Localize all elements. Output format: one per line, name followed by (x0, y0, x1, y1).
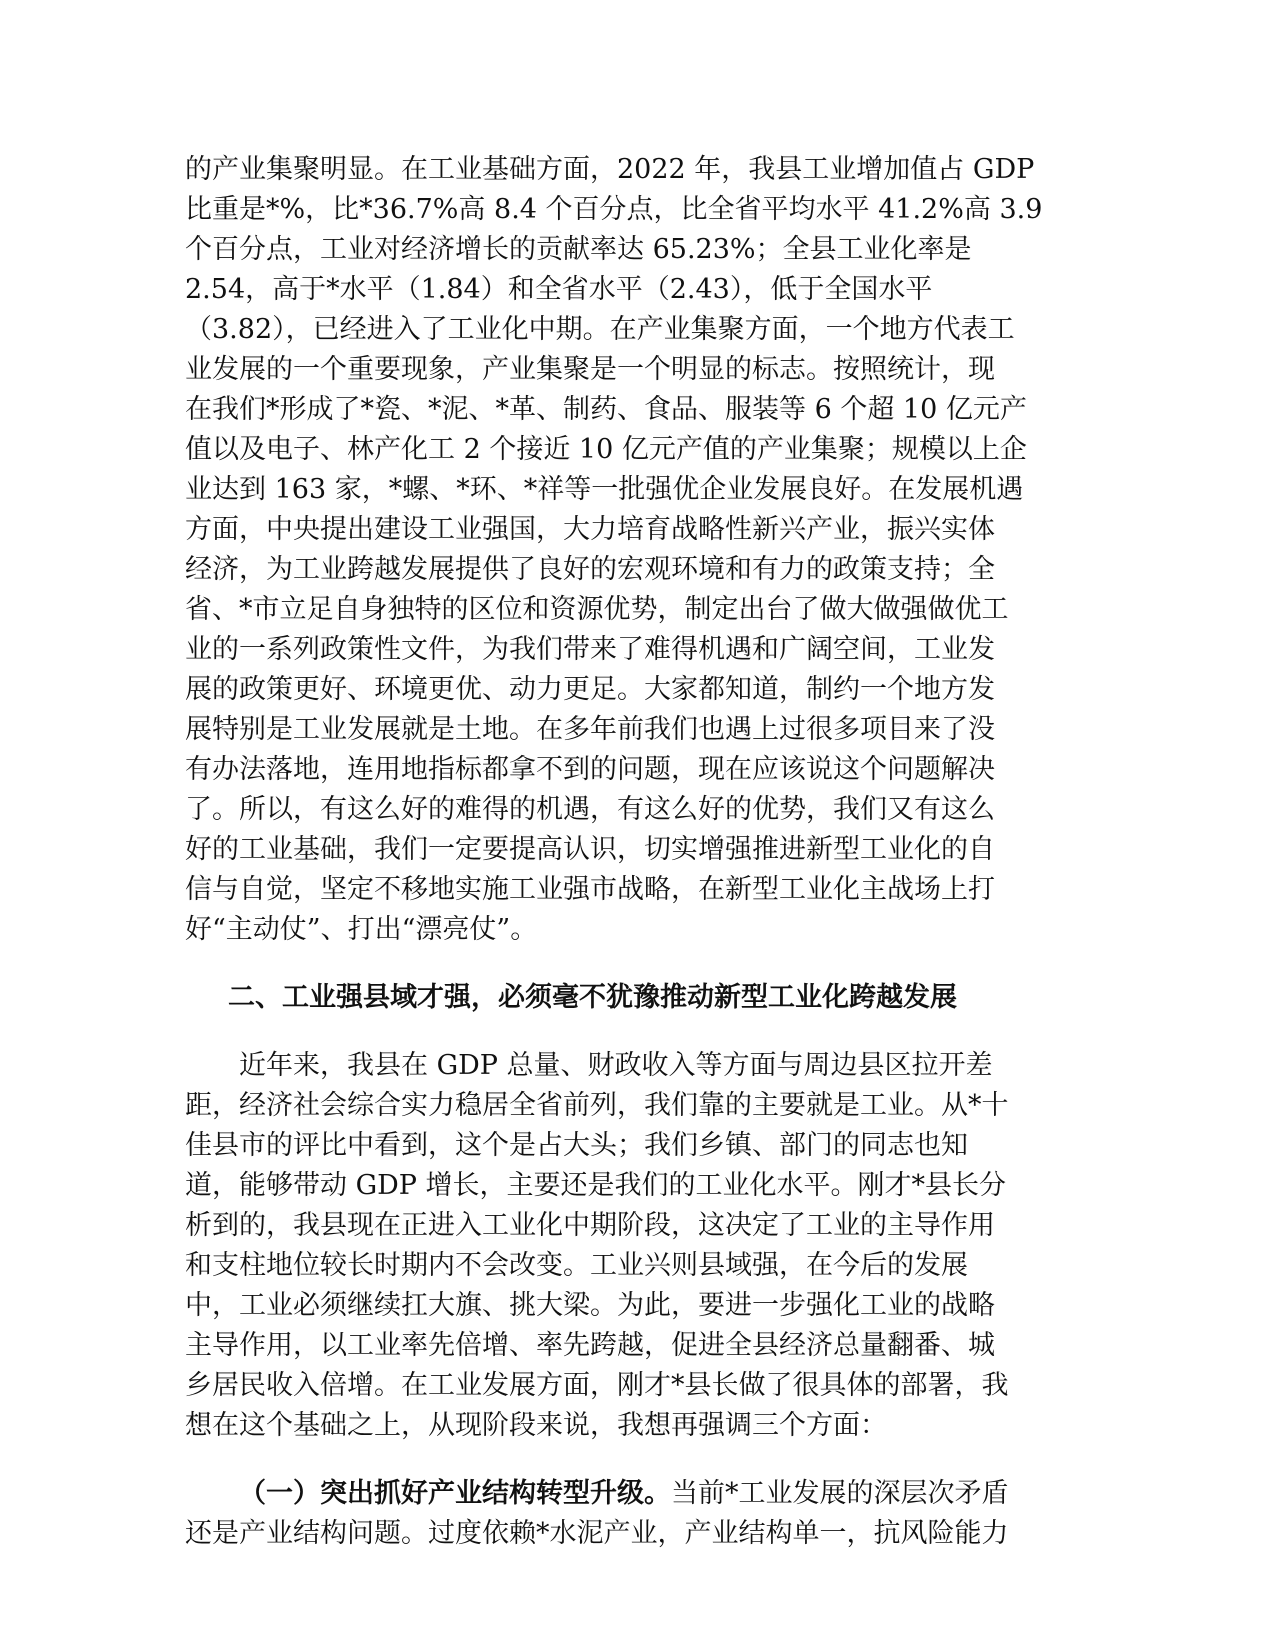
paragraph-industrial-base (185, 150, 1070, 950)
text-line (185, 1474, 1070, 1514)
text-run: 当前*工业发展的深层次矛盾 (671, 1478, 1009, 1509)
text-line: 还是产业结构问题。过度依赖*水泥产业，产业结构单一，抗风险能力 (185, 1518, 1009, 1549)
text-line: 业的一系列政策性文件，为我们带来了难得机遇和广阔空间，工业发 (185, 634, 995, 665)
text-line: 比重是*%，比*36.7%高 8.4 个百分点，比全省平均水平 41.2%高 3.9 (185, 194, 1043, 225)
text-line: 信与自觉，坚定不移地实施工业强市战略，在新型工业化主战场上打 (185, 874, 995, 905)
text-line: 省、*市立足自身独特的区位和资源优势，制定出台了做大做强做优工 (185, 594, 1009, 625)
text-line: 展特别是工业发展就是土地。在多年前我们也遇上过很多项目来了没 (185, 714, 995, 745)
spacer (185, 950, 1070, 978)
document-page (185, 150, 1070, 1554)
text-line: 主导作用，以工业率先倍增、率先跨越，促进全县经济总量翻番、城 (185, 1330, 995, 1361)
text-line: 2.54，高于*水平（1.84）和全省水平（2.43），低于全国水平 (185, 274, 933, 305)
text-line: 方面，中央提出建设工业强国，大力培育战略性新兴产业，振兴实体 (185, 514, 995, 545)
text-line: 近年来，我县在 GDP 总量、财政收入等方面与周边县区拉开差 (239, 1050, 993, 1081)
text-line: 有办法落地，连用地指标都拿不到的问题，现在应该说这个问题解决 (185, 754, 995, 785)
spacer (185, 1018, 1070, 1046)
paragraph-industry-strong-county (185, 1046, 1070, 1446)
text-line: 道，能够带动 GDP 增长，主要还是我们的工业化水平。刚才*县长分 (185, 1170, 1007, 1201)
text-line: 业发展的一个重要现象，产业集聚是一个明显的标志。按照统计，现 (185, 354, 995, 385)
text-line: 了。所以，有这么好的难得的机遇，有这么好的优势，我们又有这么 (185, 794, 995, 825)
text-line: 在我们*形成了*瓷、*泥、*革、制药、食品、服装等 6 个超 10 亿元产 (185, 394, 1027, 425)
paragraph-structure-upgrade (185, 1474, 1070, 1554)
subsection-heading: （一）突出抓好产业结构转型升级。 (239, 1478, 671, 1509)
text-line: 展的政策更好、环境更优、动力更足。大家都知道，制约一个地方发 (185, 674, 995, 705)
text-line: 析到的，我县现在正进入工业化中期阶段，这决定了工业的主导作用 (185, 1210, 995, 1241)
text-line: 经济，为工业跨越发展提供了良好的宏观环境和有力的政策支持；全 (185, 554, 995, 585)
text-line: 值以及电子、林产化工 2 个接近 10 亿元产值的产业集聚；规模以上企 (185, 434, 1027, 465)
section-heading: 二、工业强县域才强，必须毫不犹豫推动新型工业化跨越发展 (228, 982, 957, 1013)
text-line: 中，工业必须继续扛大旗、挑大梁。为此，要进一步强化工业的战略 (185, 1290, 995, 1321)
text-line: 想在这个基础之上，从现阶段来说，我想再强调三个方面： (185, 1410, 887, 1441)
text-line: 佳县市的评比中看到，这个是占大头；我们乡镇、部门的同志也知 (185, 1130, 968, 1161)
text-line: 的产业集聚明显。在工业基础方面，2022 年，我县工业增加值占 GDP (185, 154, 1035, 185)
text-line: 距，经济社会综合实力稳居全省前列，我们靠的主要就是工业。从*十 (185, 1090, 1009, 1121)
text-line: 乡居民收入倍增。在工业发展方面，刚才*县长做了很具体的部署，我 (185, 1370, 1009, 1401)
text-line: 个百分点，工业对经济增长的贡献率达 65.23%；全县工业化率是 (185, 234, 972, 265)
text-line: 好的工业基础，我们一定要提高认识，切实增强推进新型工业化的自 (185, 834, 995, 865)
spacer (185, 1446, 1070, 1474)
text-line: （3.82），已经进入了工业化中期。在产业集聚方面，一个地方代表工 (185, 314, 1015, 345)
text-line: 和支柱地位较长时期内不会改变。工业兴则县域强，在今后的发展 (185, 1250, 968, 1281)
text-line: 好“主动仗”、打出“漂亮仗”。 (185, 914, 538, 945)
text-line: 业达到 163 家，*螺、*环、*祥等一批强优企业发展良好。在发展机遇 (185, 474, 1024, 505)
